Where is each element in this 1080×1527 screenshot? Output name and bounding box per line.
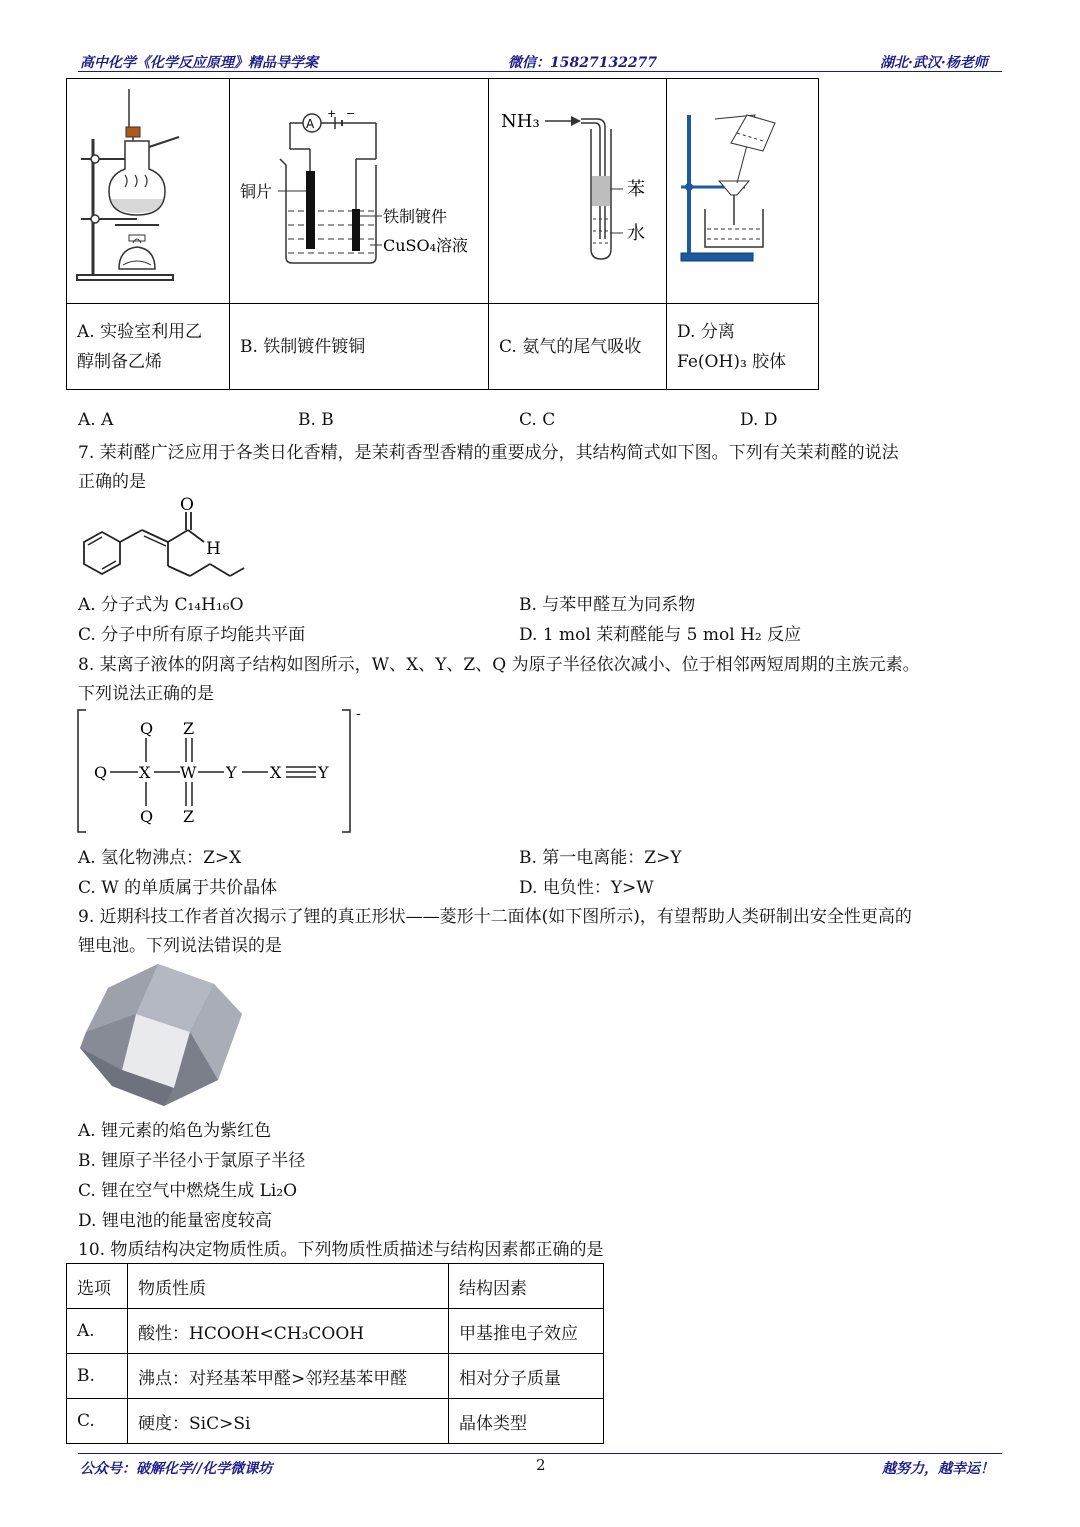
- row-option: A.: [67, 1309, 128, 1354]
- fig-filtration-setup: [667, 79, 819, 304]
- table-row: [67, 1399, 604, 1444]
- atom-o: O: [180, 495, 194, 515]
- option-a-line1: A. 实验室利用乙: [77, 321, 203, 342]
- label-cuso4-solution: CuSO₄溶液: [383, 236, 469, 255]
- fig-electroplating-setup: [230, 79, 489, 304]
- q8-option-b: B. 第一电离能：Z>Y: [519, 848, 682, 868]
- header-structure: 结构因素: [449, 1264, 604, 1309]
- q8-stem-line1: 8. 某离子液体的阴离子结构如图所示，W、X、Y、Z、Q 为原子半径依次减小、位于相邻两短周期的主族元素。: [78, 655, 920, 675]
- q6-choice-d: D. D: [740, 410, 778, 430]
- header-right: 湖北·武汉·杨老师: [880, 55, 988, 71]
- footer-rule: [78, 1453, 1002, 1454]
- header-center: 微信：15827132277: [508, 55, 658, 71]
- label-iron-part: 铁制镀件: [383, 207, 448, 226]
- option-d-line1: D. 分离: [677, 321, 735, 342]
- row-option: C.: [67, 1399, 128, 1444]
- atom-w: W: [180, 763, 197, 782]
- property-table: [66, 1263, 604, 1444]
- svg-text:A: A: [306, 117, 315, 131]
- svg-text:−: −: [346, 107, 356, 120]
- rhombic-dodecahedron-image: [78, 962, 244, 1108]
- label-water: 水: [627, 223, 645, 244]
- table-header-row: [67, 1264, 604, 1309]
- header-option: 选项: [67, 1264, 128, 1309]
- row-property: 硬度：SiC>Si: [128, 1399, 449, 1444]
- option-c-cell: [489, 304, 667, 390]
- row-structure: 晶体类型: [449, 1399, 604, 1444]
- q9-option-a: A. 锂元素的焰色为紫红色: [78, 1121, 272, 1141]
- q8-option-d: D. 电负性：Y>W: [519, 878, 654, 898]
- jasminaldehyde-structure: [72, 494, 262, 588]
- atom-z-top: Z: [183, 719, 195, 738]
- fig-ammonia-absorption: [489, 79, 667, 304]
- q8-option-c: C. W 的单质属于共价晶体: [78, 878, 278, 898]
- label-copper-plate: 铜片: [240, 182, 273, 201]
- anion-structure: [76, 706, 376, 838]
- q9-option-b: B. 锂原子半径小于氯原子半径: [78, 1151, 306, 1171]
- atom-x-right: X: [270, 763, 282, 782]
- row-property: 沸点：对羟基苯甲醛>邻羟基苯甲醛: [128, 1354, 449, 1399]
- q6-choice-c: C. C: [519, 410, 556, 430]
- row-property: 酸性：HCOOH<CH₃COOH: [128, 1309, 449, 1354]
- option-b-cell: [230, 304, 489, 390]
- q7-option-d: D. 1 mol 茉莉醛能与 5 mol H₂ 反应: [519, 625, 802, 645]
- label-nh3: NH₃: [501, 111, 540, 132]
- footer-left: 公众号：破解化学//化学微课坊: [80, 1461, 273, 1477]
- atom-y-end: Y: [318, 763, 329, 782]
- q9-stem-line2: 锂电池。下列说法错误的是: [78, 936, 282, 956]
- option-a-line2: 醇制备乙烯: [77, 351, 162, 372]
- atom-q-top: Q: [140, 719, 154, 738]
- atom-x: X: [139, 763, 151, 782]
- label-benzene: 苯: [627, 179, 645, 200]
- q9-option-d: D. 锂电池的能量密度较高: [78, 1211, 272, 1231]
- q7-stem-line2: 正确的是: [78, 472, 146, 492]
- option-c-caption: C. 氨气的尾气吸收: [499, 336, 642, 357]
- q9-stem-line1: 9. 近期科技工作者首次揭示了锂的真正形状——菱形十二面体(如下图所示)，有望帮助人类研制出安全性更高的: [78, 907, 912, 927]
- svg-text:+: +: [327, 107, 337, 120]
- option-b-caption: B. 铁制镀件镀铜: [240, 336, 366, 357]
- atom-z-bottom: Z: [183, 807, 195, 826]
- table-row: [67, 1309, 604, 1354]
- q7-option-a: A. 分子式为 C₁₄H₁₆O: [78, 595, 244, 615]
- q7-option-b: B. 与苯甲醛互为同系物: [519, 595, 696, 615]
- q8-option-a: A. 氢化物沸点：Z>X: [78, 848, 242, 868]
- atom-q-left: Q: [94, 763, 108, 782]
- option-a-cell: [67, 304, 230, 390]
- footer-right: 越努力，越幸运！: [882, 1461, 994, 1477]
- q10-stem: 10. 物质结构决定物质性质。下列物质性质描述与结构因素都正确的是: [78, 1240, 604, 1260]
- q7-option-c: C. 分子中所有原子均能共平面: [78, 625, 306, 645]
- q9-option-c: C. 锂在空气中燃烧生成 Li₂O: [78, 1181, 298, 1201]
- table-row: [67, 1354, 604, 1399]
- row-option: B.: [67, 1354, 128, 1399]
- header-left: 高中化学《化学反应原理》精品导学案: [80, 55, 318, 71]
- atom-q-bottom: Q: [140, 807, 154, 826]
- option-d-cell: [667, 304, 819, 390]
- page-number: 2: [536, 1456, 546, 1474]
- charge-sign: -: [356, 706, 361, 722]
- option-d-line2: Fe(OH)₃ 胶体: [677, 351, 787, 372]
- header-property: 物质性质: [128, 1264, 449, 1309]
- fig-ethylene-setup: [67, 79, 230, 304]
- row-structure: 甲基推电子效应: [449, 1309, 604, 1354]
- apparatus-table: [66, 78, 819, 390]
- row-structure: 相对分子质量: [449, 1354, 604, 1399]
- atom-h: H: [206, 539, 221, 559]
- q8-stem-line2: 下列说法正确的是: [78, 684, 214, 704]
- q7-stem-line1: 7. 茉莉醛广泛应用于各类日化香精，是茉莉香型香精的重要成分，其结构简式如下图。下列有关茉莉醛的说法: [78, 443, 899, 463]
- header-rule: [78, 71, 1002, 72]
- q6-choice-a: A. A: [78, 410, 114, 430]
- atom-y-mid: Y: [226, 763, 237, 782]
- q6-choice-b: B. B: [298, 410, 334, 430]
